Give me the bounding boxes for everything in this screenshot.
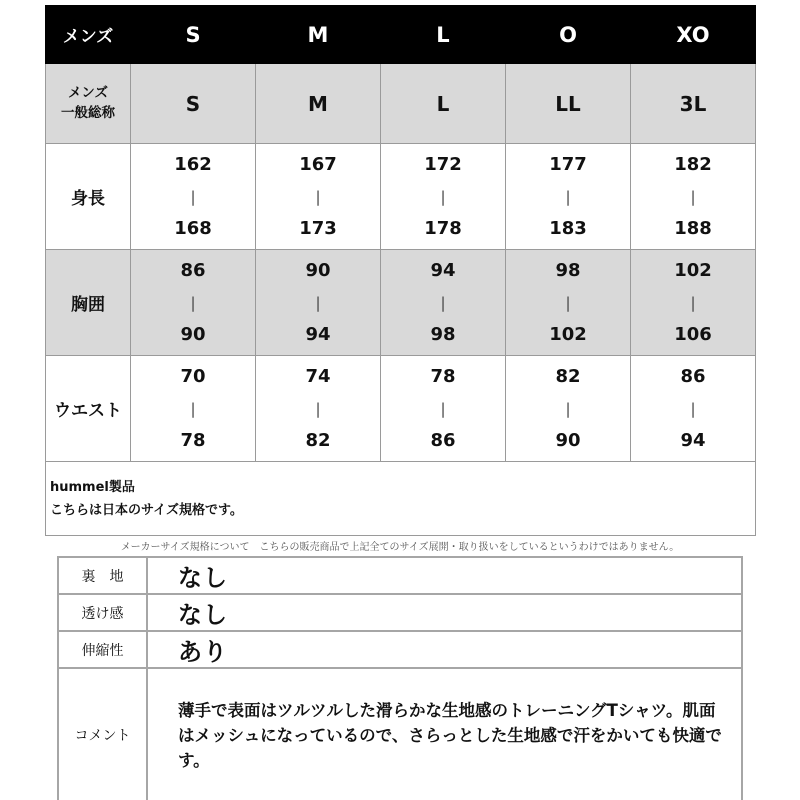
range-separator: | <box>440 187 446 206</box>
stretch-row <box>58 631 742 668</box>
range-min: 74 <box>305 365 331 387</box>
comment-text: 薄手で表面はツルツルした滑らかな生地感のトレーニングTシャツ。肌面はメッシュになっているので、さらっとした生地感で汗をかいても快適です。 <box>147 668 742 800</box>
range-max: 168 <box>174 217 212 239</box>
range-min: 86 <box>680 365 706 387</box>
height-range-cell <box>131 144 256 250</box>
stretch-value: あり <box>147 631 742 668</box>
size-s-header: S <box>131 6 256 64</box>
range-min: 90 <box>305 259 331 281</box>
lining-row <box>58 557 742 594</box>
waist-range-cell <box>131 356 256 462</box>
range-min: 70 <box>180 365 206 387</box>
height-row <box>46 144 756 250</box>
general-size-label <box>46 64 131 144</box>
chest-range-cell <box>256 250 381 356</box>
range-min: 167 <box>299 153 337 175</box>
chest-label: 胸囲 <box>46 250 131 356</box>
general-size-value: L <box>381 64 506 144</box>
range-max: 183 <box>549 217 587 239</box>
range-min: 182 <box>674 153 712 175</box>
chest-row <box>46 250 756 356</box>
note-brand: hummel製品 <box>50 480 135 495</box>
waist-row <box>46 356 756 462</box>
range-max: 90 <box>555 429 581 451</box>
height-range-cell <box>631 144 756 250</box>
chest-range-cell <box>381 250 506 356</box>
waist-range-cell <box>256 356 381 462</box>
range-max: 78 <box>180 429 206 451</box>
range-separator: | <box>315 399 321 418</box>
general-size-value: 3L <box>631 64 756 144</box>
range-max: 90 <box>180 323 206 345</box>
lining-value: なし <box>147 557 742 594</box>
waist-label: ウエスト <box>46 356 131 462</box>
range-separator: | <box>565 187 571 206</box>
range-separator: | <box>315 293 321 312</box>
height-range-cell <box>506 144 631 250</box>
chest-range-cell <box>506 250 631 356</box>
range-max: 173 <box>299 217 337 239</box>
size-disclaimer: メーカーサイズ規格について こちらの販売商品で上記全てのサイズ展開・取り扱いをしているというわけではありません。 <box>120 542 680 553</box>
general-size-value: LL <box>506 64 631 144</box>
waist-range-cell <box>631 356 756 462</box>
range-separator: | <box>440 399 446 418</box>
range-min: 94 <box>430 259 456 281</box>
range-max: 94 <box>680 429 706 451</box>
range-separator: | <box>315 187 321 206</box>
range-min: 102 <box>674 259 712 281</box>
range-max: 188 <box>674 217 712 239</box>
waist-range-cell <box>506 356 631 462</box>
size-chart-table <box>45 5 756 536</box>
range-separator: | <box>565 399 571 418</box>
range-min: 78 <box>430 365 456 387</box>
height-range-cell <box>381 144 506 250</box>
size-o-header: O <box>506 6 631 64</box>
note-row <box>46 462 756 536</box>
range-separator: | <box>440 293 446 312</box>
note-standard: こちらは日本のサイズ規格です。 <box>50 503 243 518</box>
size-m-header: M <box>256 6 381 64</box>
range-separator: | <box>690 293 696 312</box>
header-label: メンズ <box>46 6 131 64</box>
range-max: 178 <box>424 217 462 239</box>
general-size-row <box>46 64 756 144</box>
range-min: 172 <box>424 153 462 175</box>
range-min: 177 <box>549 153 587 175</box>
range-max: 98 <box>430 323 456 345</box>
range-separator: | <box>190 187 196 206</box>
general-size-value: S <box>131 64 256 144</box>
waist-range-cell <box>381 356 506 462</box>
chest-range-cell <box>631 250 756 356</box>
comment-row <box>58 668 742 800</box>
general-size-value: M <box>256 64 381 144</box>
chest-range-cell <box>131 250 256 356</box>
stretch-label: 伸縮性 <box>58 631 147 668</box>
size-note <box>46 462 756 536</box>
range-max: 82 <box>305 429 331 451</box>
range-separator: | <box>690 399 696 418</box>
range-max: 102 <box>549 323 587 345</box>
sheer-row <box>58 594 742 631</box>
fabric-properties-table <box>57 556 743 800</box>
range-min: 82 <box>555 365 581 387</box>
range-max: 94 <box>305 323 331 345</box>
size-header-row <box>46 6 756 64</box>
range-separator: | <box>190 293 196 312</box>
range-min: 162 <box>174 153 212 175</box>
sheer-label: 透け感 <box>58 594 147 631</box>
range-max: 106 <box>674 323 712 345</box>
lining-label: 裏 地 <box>58 557 147 594</box>
height-range-cell <box>256 144 381 250</box>
range-separator: | <box>690 187 696 206</box>
size-xo-header: XO <box>631 6 756 64</box>
range-min: 98 <box>555 259 581 281</box>
range-min: 86 <box>180 259 206 281</box>
general-label-line2: 一般総称 <box>61 104 115 121</box>
range-max: 86 <box>430 429 456 451</box>
comment-label: コメント <box>58 668 147 800</box>
size-l-header: L <box>381 6 506 64</box>
sheer-value: なし <box>147 594 742 631</box>
height-label: 身長 <box>46 144 131 250</box>
range-separator: | <box>190 399 196 418</box>
range-separator: | <box>565 293 571 312</box>
general-label-line1: メンズ <box>67 84 109 101</box>
